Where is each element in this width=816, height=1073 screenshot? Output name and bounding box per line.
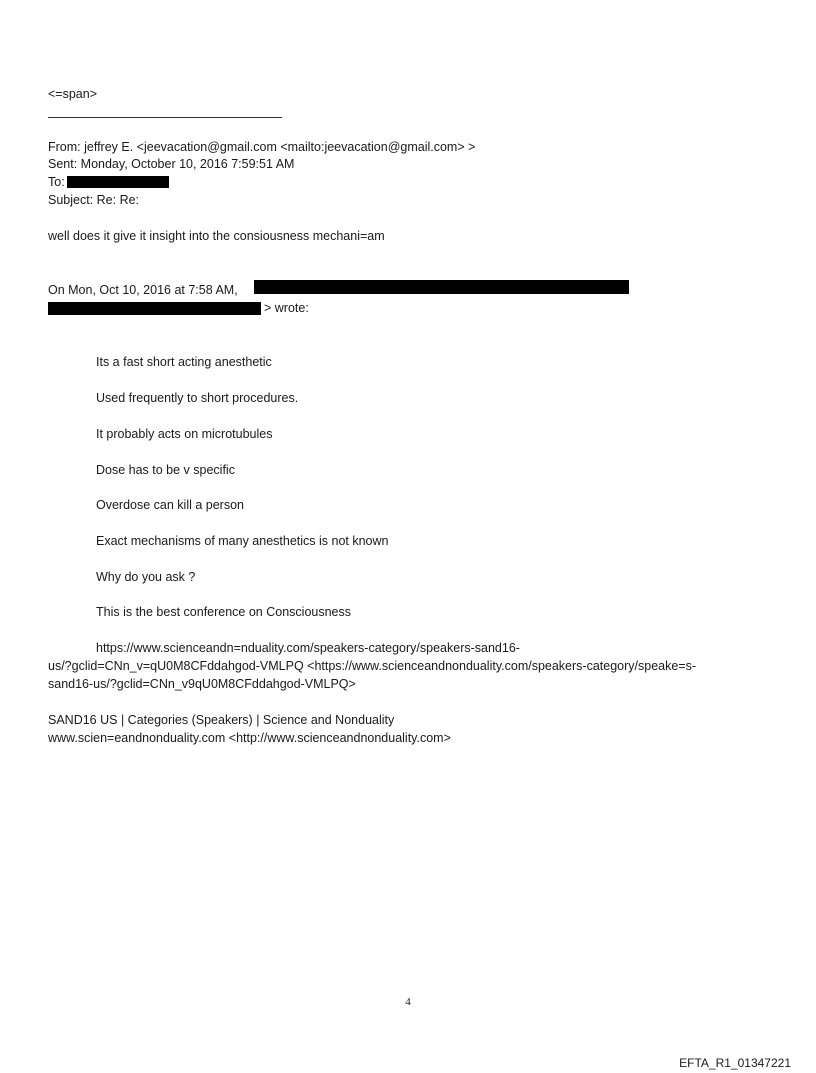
- conference-link-line-3[interactable]: sand16-us/?gclid=CNn_v9qU0M8CFddahgod-VMLPQ>: [48, 677, 356, 691]
- quoted-line: Exact mechanisms of many anesthetics is not known: [96, 534, 389, 548]
- conference-link-line-2[interactable]: us/?gclid=CNn_v=qU0M8CFddahgod-VMLPQ <https://www.scienceandnonduality.com/speakers-category/speake=s-: [48, 659, 697, 673]
- quote-header-line: [48, 282, 238, 298]
- header-separator-rule: [48, 117, 282, 118]
- reply-body: well does it give it insight into the consiousness mechani=am: [48, 229, 385, 243]
- document-id: EFTA_R1_01347221: [679, 1056, 791, 1070]
- to-label: To:: [48, 175, 65, 189]
- quoted-line: It probably acts on microtubules: [96, 427, 273, 441]
- redaction-bar-sender-email: [48, 302, 261, 315]
- link-preview-url[interactable]: www.scien=eandnonduality.com <http://www.scienceandnonduality.com>: [48, 731, 451, 745]
- from-line: From: jeffrey E. <jeevacation@gmail.com <mailto:jeevacation@gmail.com> >: [48, 140, 476, 154]
- link-preview-title: SAND16 US | Categories (Speakers) | Science and Nonduality: [48, 713, 395, 727]
- quote-wrote-suffix: > wrote:: [264, 301, 309, 315]
- conference-link-line-1[interactable]: https://www.scienceandn=nduality.com/speakers-category/speakers-sand16-: [96, 641, 520, 655]
- quoted-line: This is the best conference on Consciousness: [96, 605, 351, 619]
- redaction-bar-to: [67, 176, 169, 188]
- redaction-bar-sender-name: [254, 280, 629, 294]
- quoted-line: Its a fast short acting anesthetic: [96, 355, 272, 369]
- quoted-line: Overdose can kill a person: [96, 498, 244, 512]
- quote-on-prefix: On Mon, Oct 10, 2016 at 7:58 AM,: [48, 283, 238, 297]
- subject-line: Subject: Re: Re:: [48, 193, 140, 207]
- quoted-line: Used frequently to short procedures.: [96, 391, 299, 405]
- quoted-line: Why do you ask ?: [96, 570, 196, 584]
- span-artifact: <=span>: [48, 87, 98, 101]
- sent-line: Sent: Monday, October 10, 2016 7:59:51 AM: [48, 157, 295, 171]
- to-line: [48, 174, 169, 190]
- quoted-line: Dose has to be v specific: [96, 463, 235, 477]
- page-number: 4: [405, 996, 411, 1008]
